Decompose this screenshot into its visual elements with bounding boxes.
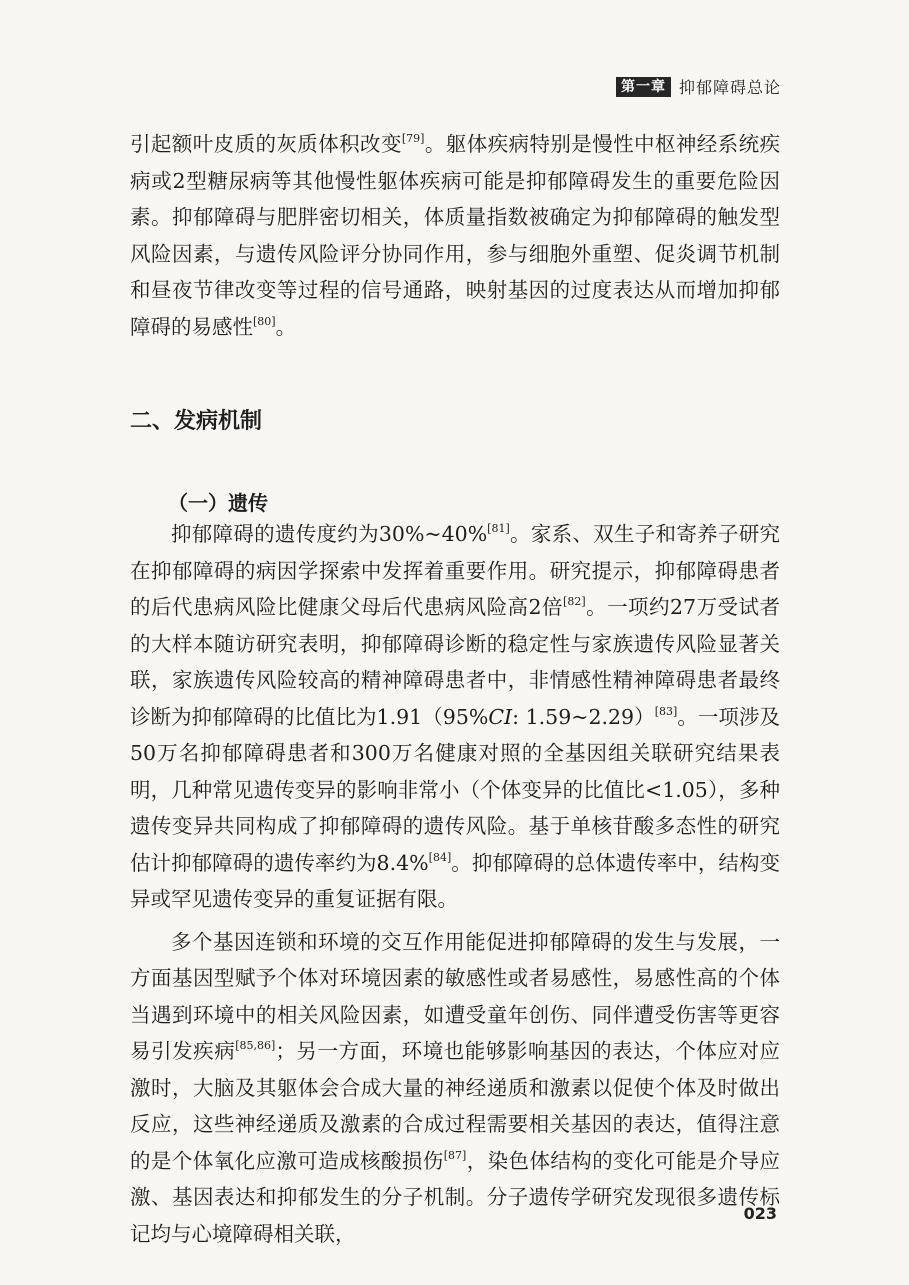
subsection-title: （一）遗传 xyxy=(168,491,268,515)
text-run: 抑郁障碍的遗传度约为30%~40% xyxy=(171,522,488,546)
genetics-paragraph-1 xyxy=(130,516,780,918)
citation: [87] xyxy=(443,1148,467,1162)
text-run: 。 xyxy=(275,314,297,339)
citation: [84] xyxy=(428,850,452,864)
citation: [83] xyxy=(654,704,678,718)
citation: [81] xyxy=(487,522,510,535)
page-number: 023 xyxy=(743,1204,777,1223)
text-run: 多个基因连锁和环境的交互作用能促进抑郁障碍的发生与发展，一方面基因型赋予个体对环境因素的敏感性或者易感性，易感性高的个体当遇到环境中的相关风险因素，如遭受童年创伤、同伴遭受伤害等更容易引发疾病 xyxy=(130,929,780,1063)
text-run: ；另一方面，环境也能够影响基因的表达，个体应对应激时，大脑及其躯体会合成大量的神经递质和激素以促使个体及时做出反应，这些神经递质及激素的合成过程需要相关基因的表达，值得注意的是个体氧化应激可造成核酸损伤 xyxy=(130,1039,781,1173)
citation: [79] xyxy=(401,132,425,145)
text-run: ，染色体结构的变化可能是介导应激、基因表达和抑郁发生的分子机制。分子遗传学研究发现很多遗传标记均与心境障碍相关联， xyxy=(130,1148,780,1246)
genetics-paragraph-2 xyxy=(130,924,780,1253)
chapter-title: 抑郁障碍总论 xyxy=(678,78,781,97)
text-run: 引起额叶皮质的灰质体积改变 xyxy=(130,132,402,156)
running-header xyxy=(616,75,781,98)
citation: [82] xyxy=(563,595,586,608)
text-run: 。一项约27万受试者的大样本随访研究表明，抑郁障碍诊断的稳定性与家族遗传风险显著关联，家族遗传风险较高的精神障碍患者中，非情感性精神障碍患者最终诊断为抑郁障碍的比值比为1.91（95% xyxy=(130,595,780,729)
section-title: 二、发病机制 xyxy=(130,409,263,434)
citation: [85,86] xyxy=(235,1039,276,1052)
chapter-badge: 第一章 xyxy=(616,77,671,97)
ci-label: CI xyxy=(488,704,513,729)
intro-paragraph xyxy=(130,126,780,345)
text-run: 。一项涉及50万名抑郁障碍患者和300万名健康对照的全基因组关联研究结果表明，几种常见遗传变异的影响非常小（个体变异的比值比<1.05），多种遗传变异共同构成了抑郁障碍的遗传风险。基于单核苷酸多态性的研究估计抑郁障碍的遗传率约为8.4% xyxy=(130,704,781,875)
genetics-block xyxy=(130,516,780,1252)
citation: [80] xyxy=(253,314,276,328)
intro-block xyxy=(130,126,780,345)
text-run: 。家系、双生子和寄养子研究在抑郁障碍的病因学探索中发挥着重要作用。研究提示，抑郁障碍患者的后代患病风险比健康父母后代患病风险高2倍 xyxy=(130,522,780,619)
text-run: 。抑郁障碍的总体遗传率中，结构变异或罕见遗传变异的重复证据有限。 xyxy=(130,850,780,911)
text-run: 。躯体疾病特别是慢性中枢神经系统疾病或2型糖尿病等其他慢性躯体疾病可能是抑郁障碍发生的重要危险因素。抑郁障碍与肥胖密切相关，体质量指数被确定为抑郁障碍的触发型风险因素，与遗传风险评分协同作用，参与细胞外重塑、促炎调节机制和昼夜节律改变等过程的信号通路，映射基因的过度表达从而增加抑郁障碍的易感性 xyxy=(130,132,781,339)
text-run: : 1.59~2.29） xyxy=(512,704,655,729)
